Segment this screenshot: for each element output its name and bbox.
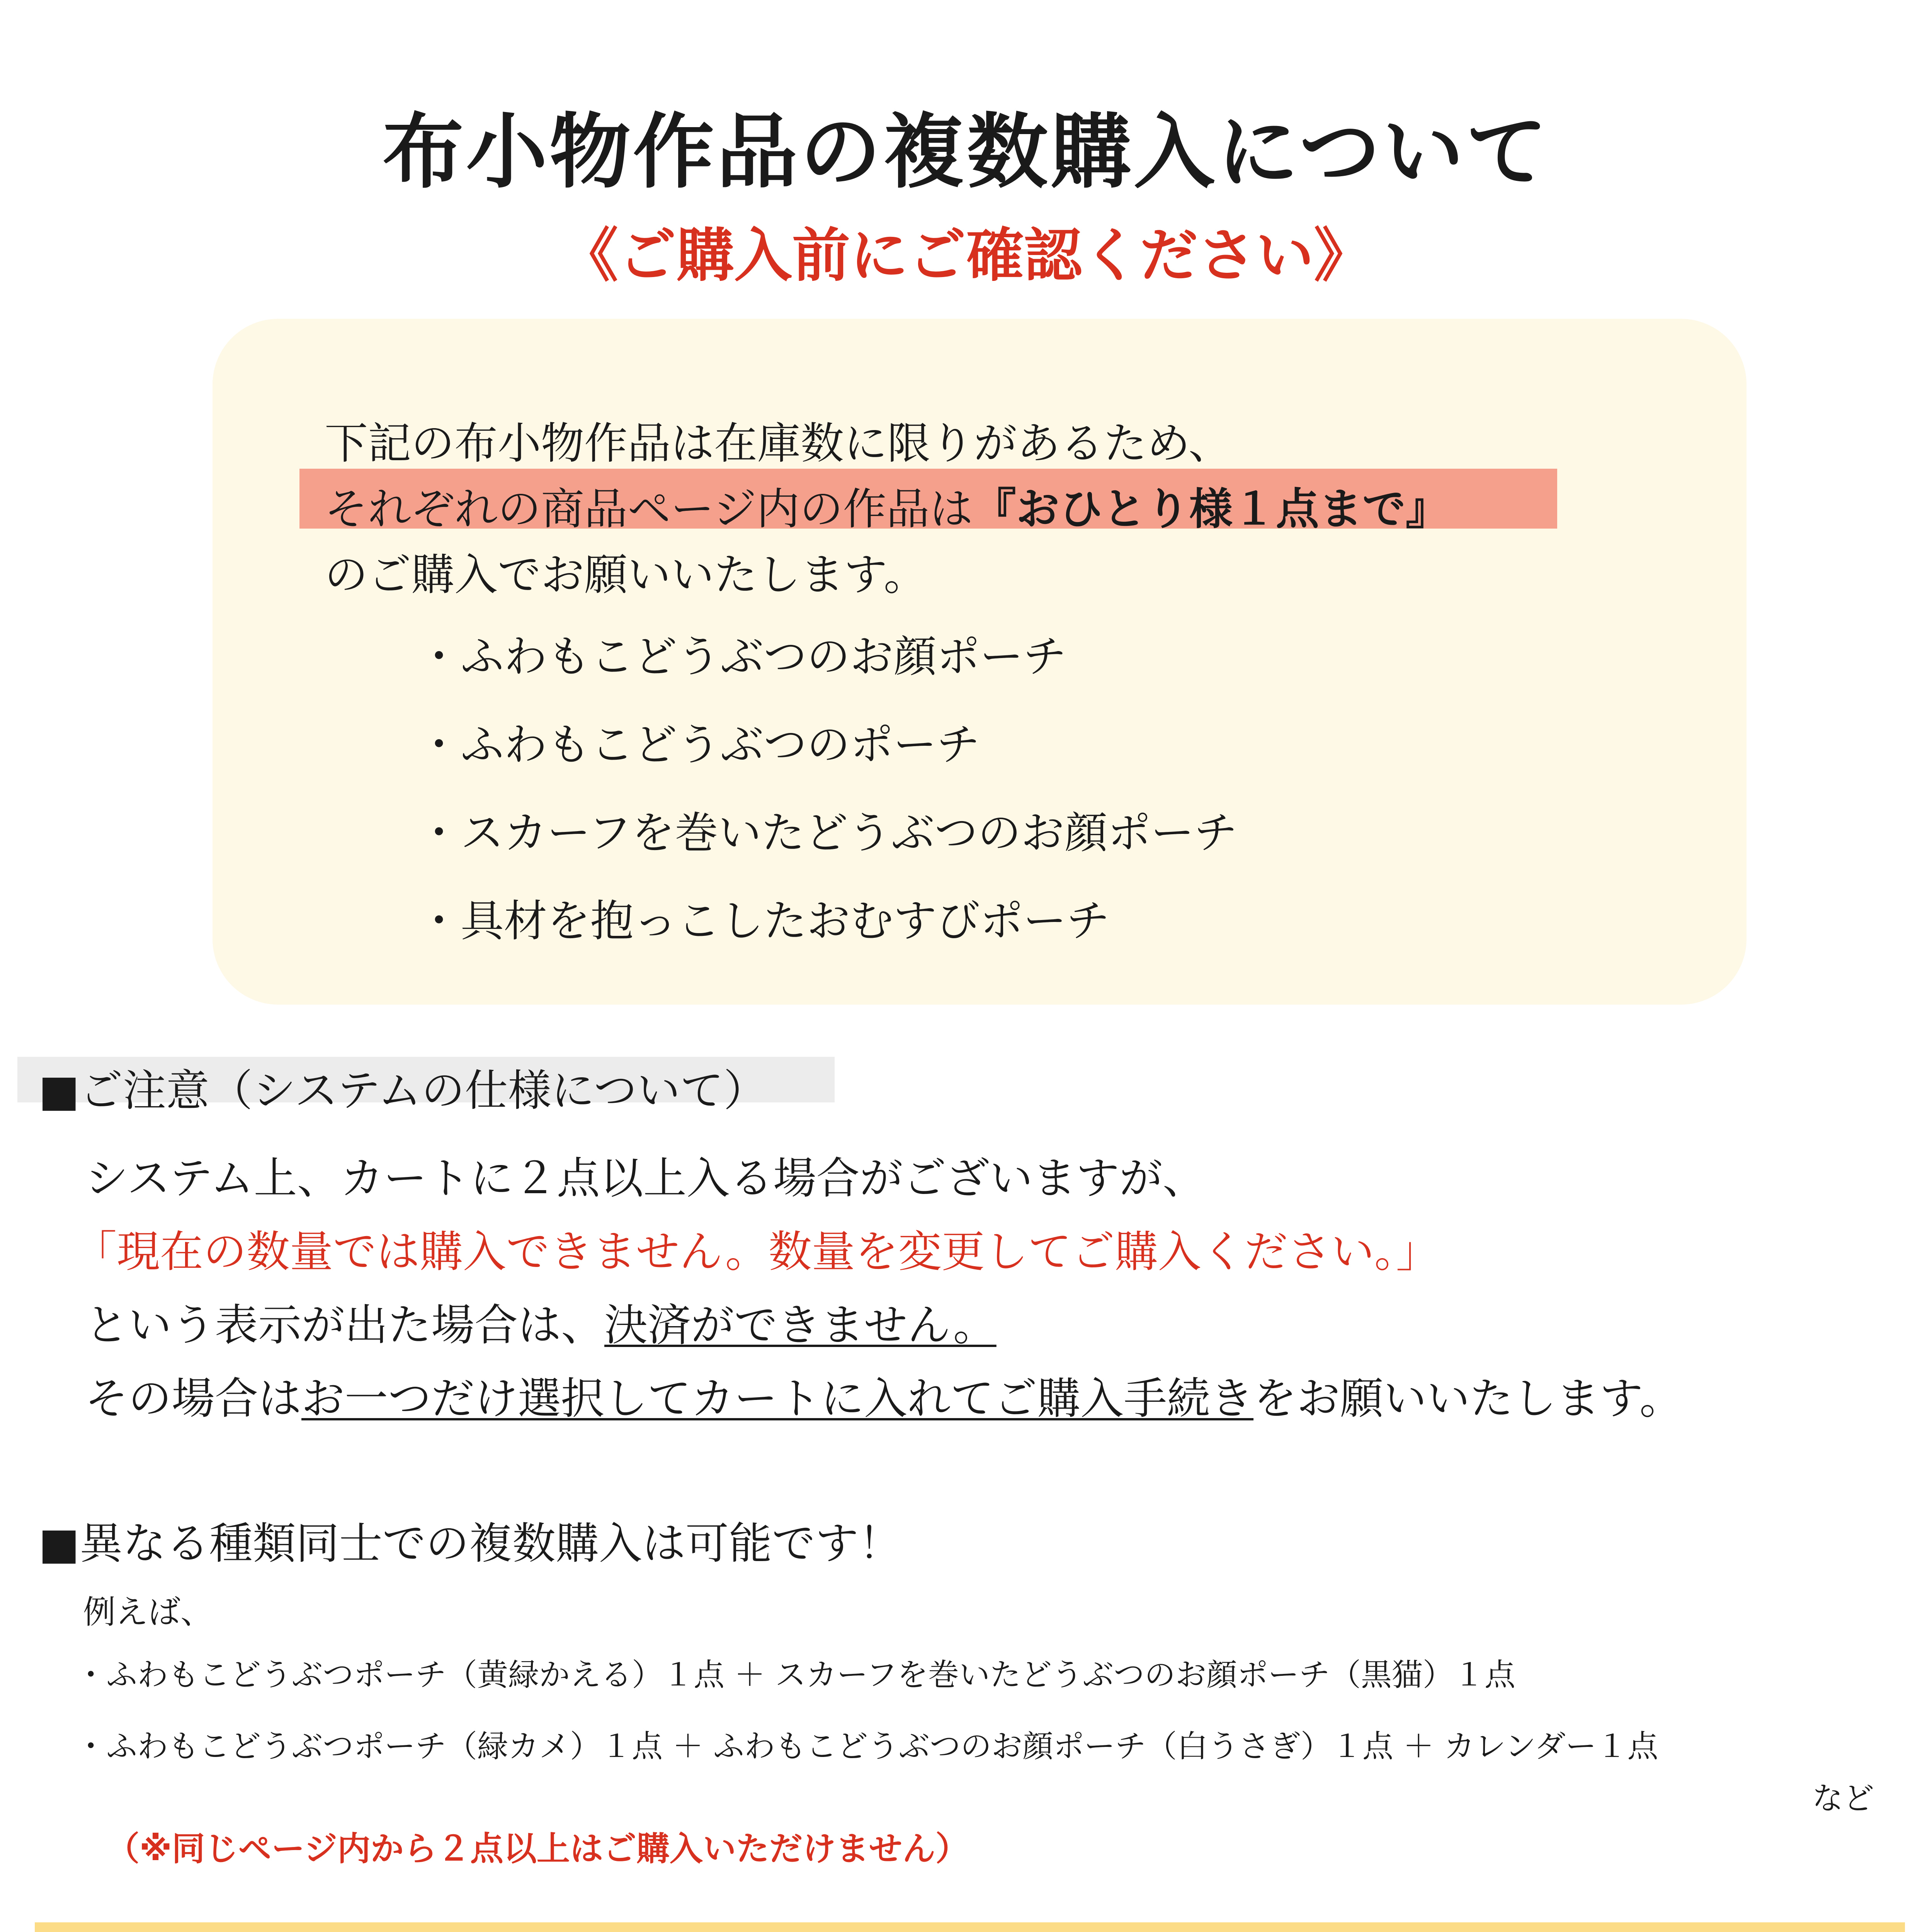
page-subtitle: 《ご購入前にご確認ください》 xyxy=(560,222,1372,289)
purchase-instruction: お一つだけ選択してカートに入れてご購入手続き xyxy=(301,1374,1253,1424)
example-item: ・ふわもこどうぶつポーチ（黄緑かえる）１点 ＋ スカーフを巻いたどうぶつのお顔ポーチ（黒猫）１点 xyxy=(75,1657,1515,1693)
notice-line-2-prefix: それぞれの商品ページ内の作品は xyxy=(325,484,973,534)
notice-line-1: 下記の布小物作品は在庫数に限りがあるため、 xyxy=(325,418,1232,469)
system-line-1: システム上、カートに２点以上入る場合がございますが、 xyxy=(85,1153,1206,1204)
page-title: 布小物作品の複数購入について xyxy=(383,105,1549,199)
system-error-message: 「現在の数量では購入できません。数量を変更してご購入ください。」 xyxy=(73,1227,1439,1277)
examples-intro: 例えば、 xyxy=(83,1593,213,1631)
payment-warning: 決済ができません。 xyxy=(604,1300,997,1350)
product-list-item: ・具材を抱っこしたおむすびポーチ xyxy=(417,896,1110,946)
stock-notice-box xyxy=(35,1922,1905,1932)
section-heading-multiple: ■異なる種類同士での複数購入は可能です！ xyxy=(39,1519,902,1569)
system-line-4-suffix: をお願いいたします。 xyxy=(1253,1374,1683,1424)
examples-etc: など xyxy=(1812,1781,1874,1816)
product-list-item: ・ふわもこどうぶつのお顔ポーチ xyxy=(417,632,1066,682)
section-heading-system: ■ご注意（システムの仕様について） xyxy=(39,1066,767,1116)
system-line-4-prefix: その場合は xyxy=(85,1374,301,1424)
notice-line-3: のご購入でお願いいたします。 xyxy=(325,550,927,600)
example-item: ・ふわもこどうぶつポーチ（緑カメ）１点 ＋ ふわもこどうぶつのお顔ポーチ（白うさぎ）１点 ＋ カレンダー１点 xyxy=(75,1728,1658,1764)
system-line-4 xyxy=(85,1364,1683,1426)
same-page-note: （※同じページ内から２点以上はご購入いただけません） xyxy=(106,1830,969,1868)
system-line-3 xyxy=(85,1291,997,1353)
notice-limit-emphasis: 『おひとり様１点まで』 xyxy=(973,484,1449,534)
system-line-3-prefix: という表示が出た場合は、 xyxy=(85,1300,604,1350)
product-list-item: ・ふわもこどうぶつのポーチ xyxy=(417,720,980,770)
product-list-item: ・スカーフを巻いたどうぶつのお顔ポーチ xyxy=(417,808,1238,858)
notice-line-2 xyxy=(325,474,1449,537)
